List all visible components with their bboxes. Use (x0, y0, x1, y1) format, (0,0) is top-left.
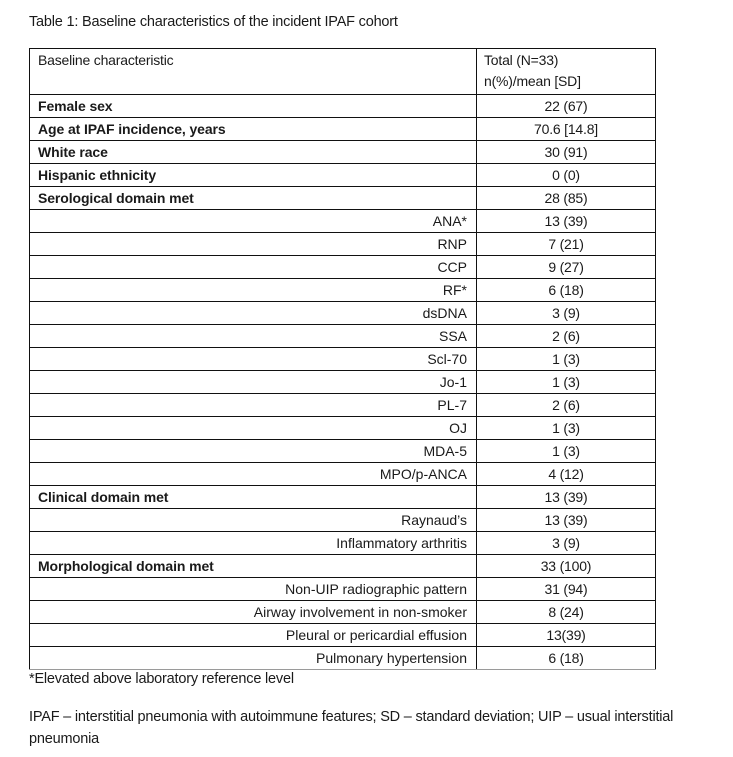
table-row (30, 371, 656, 394)
column-header-total-line1: Total (N=33) (484, 52, 559, 68)
row-label: dsDNA (30, 302, 477, 325)
row-value: 22 (67) (477, 95, 656, 118)
row-label: Pulmonary hypertension (30, 647, 477, 670)
row-label: Hispanic ethnicity (30, 164, 477, 187)
table-row (30, 325, 656, 348)
row-value: 1 (3) (477, 348, 656, 371)
table-header-row (30, 49, 656, 95)
row-label: Female sex (30, 95, 477, 118)
column-header-total (477, 49, 656, 95)
table-row (30, 486, 656, 509)
row-label: MPO/p-ANCA (30, 463, 477, 486)
table-row (30, 210, 656, 233)
row-label: PL-7 (30, 394, 477, 417)
table-row (30, 578, 656, 601)
row-value: 7 (21) (477, 233, 656, 256)
row-label: Clinical domain met (30, 486, 477, 509)
row-label: Non-UIP radiographic pattern (30, 578, 477, 601)
column-header-characteristic: Baseline characteristic (30, 49, 477, 95)
row-value: 28 (85) (477, 187, 656, 210)
row-value: 6 (18) (477, 279, 656, 302)
row-value: 1 (3) (477, 417, 656, 440)
row-label: Inflammatory arthritis (30, 532, 477, 555)
row-label: CCP (30, 256, 477, 279)
row-value: 13 (39) (477, 210, 656, 233)
row-label: RF* (30, 279, 477, 302)
row-value: 0 (0) (477, 164, 656, 187)
table-caption: Table 1: Baseline characteristics of the incident IPAF cohort (29, 14, 398, 30)
row-value: 3 (9) (477, 532, 656, 555)
row-label: Jo-1 (30, 371, 477, 394)
row-label: Serological domain met (30, 187, 477, 210)
row-label: SSA (30, 325, 477, 348)
table-row (30, 187, 656, 210)
baseline-characteristics-table (29, 48, 656, 670)
row-value: 70.6 [14.8] (477, 118, 656, 141)
table-row (30, 624, 656, 647)
row-value: 8 (24) (477, 601, 656, 624)
row-value: 13 (39) (477, 486, 656, 509)
row-value: 6 (18) (477, 647, 656, 670)
row-label: Airway involvement in non-smoker (30, 601, 477, 624)
table-row (30, 95, 656, 118)
row-value: 13(39) (477, 624, 656, 647)
row-value: 2 (6) (477, 325, 656, 348)
table-row (30, 233, 656, 256)
table-footnote: *Elevated above laboratory reference level (29, 671, 294, 687)
row-label: Pleural or pericardial effusion (30, 624, 477, 647)
table-row (30, 532, 656, 555)
row-value: 1 (3) (477, 440, 656, 463)
table-row (30, 555, 656, 578)
row-value: 4 (12) (477, 463, 656, 486)
row-value: 9 (27) (477, 256, 656, 279)
table-row (30, 256, 656, 279)
row-value: 2 (6) (477, 394, 656, 417)
row-label: OJ (30, 417, 477, 440)
table-row (30, 394, 656, 417)
table-row (30, 279, 656, 302)
row-label: Morphological domain met (30, 555, 477, 578)
table-row (30, 647, 656, 670)
row-value: 30 (91) (477, 141, 656, 164)
table-body (30, 95, 656, 670)
row-label: Age at IPAF incidence, years (30, 118, 477, 141)
table-row (30, 302, 656, 325)
table-row (30, 509, 656, 532)
table-row (30, 164, 656, 187)
row-label: ANA* (30, 210, 477, 233)
abbreviations-note: IPAF – interstitial pneumonia with autoimmune features; SD – standard deviation; UIP – usual interstitial pneumonia (29, 709, 674, 747)
table-row (30, 348, 656, 371)
table-row (30, 440, 656, 463)
row-label: Scl-70 (30, 348, 477, 371)
row-value: 33 (100) (477, 555, 656, 578)
row-value: 31 (94) (477, 578, 656, 601)
table-row (30, 141, 656, 164)
table-row (30, 601, 656, 624)
table-row (30, 118, 656, 141)
table-row (30, 463, 656, 486)
row-value: 13 (39) (477, 509, 656, 532)
row-label: MDA-5 (30, 440, 477, 463)
row-label: Raynaud’s (30, 509, 477, 532)
row-label: White race (30, 141, 477, 164)
column-header-total-line2: n(%)/mean [SD] (484, 73, 581, 89)
row-value: 1 (3) (477, 371, 656, 394)
row-value: 3 (9) (477, 302, 656, 325)
row-label: RNP (30, 233, 477, 256)
table-row (30, 417, 656, 440)
